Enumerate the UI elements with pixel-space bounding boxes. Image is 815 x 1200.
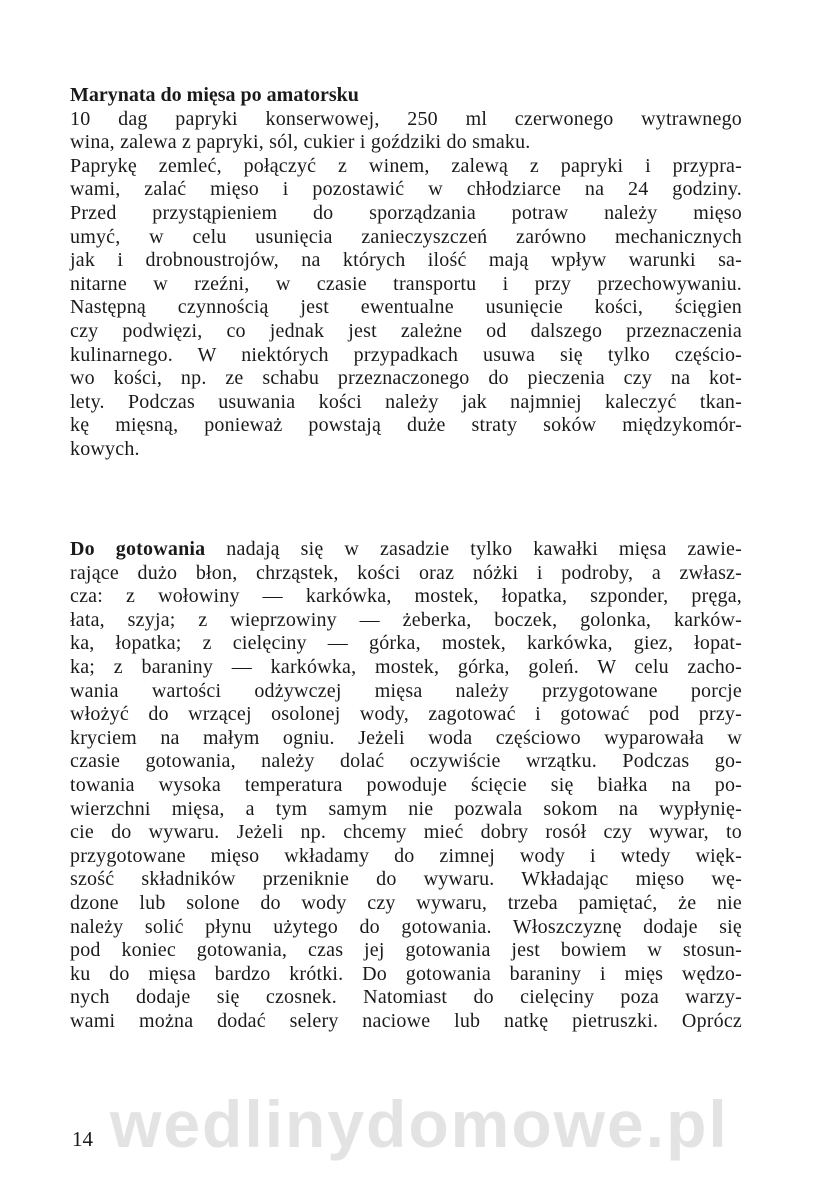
- paragraph-line: wo kości, np. ze schabu przeznaczonego do pieczenia czy na kot-: [70, 367, 742, 390]
- paragraph-line: umyć, w celu usunięcia zanieczyszczeń zarówno mechanicznych: [70, 225, 742, 248]
- page-number: 14: [72, 1127, 93, 1151]
- paragraph-line: kowych.: [70, 437, 140, 460]
- paragraph-line: cie do wywaru. Jeżeli np. chcemy mieć dobry rosół czy wywar, to: [70, 821, 742, 844]
- paragraph-line: wierzchni mięsa, a tym samym nie pozwala sokom na wypłynię-: [70, 797, 742, 820]
- paragraph-line: czasie gotowania, należy dolać oczywiście wrzątku. Podczas go-: [70, 750, 742, 773]
- paragraph-line: towania wysoka temperatura powoduje ścięcie się białka na po-: [70, 773, 742, 796]
- paragraph-line: Następną czynnością jest ewentualne usunięcie kości, ścięgien: [70, 296, 742, 319]
- paragraph-line: przygotowane mięso wkładamy do zimnej wody i wtedy więk-: [70, 844, 742, 867]
- paragraph-line: wami, zalać mięso i pozostawić w chłodziarce na 24 godziny.: [70, 178, 742, 201]
- paragraph-line: kę mięsną, ponieważ powstają duże straty soków międzykomór-: [70, 414, 742, 437]
- paragraph-line: kulinarnego. W niektórych przypadkach usuwa się tylko częścio-: [70, 343, 742, 366]
- paragraph-line: kryciem na małym ogniu. Jeżeli woda częściowo wyparowała w: [70, 726, 742, 749]
- boiling-section: [70, 538, 742, 1033]
- paragraph-first-line: [70, 538, 742, 562]
- paragraph-line: wami można dodać selery naciowe lub natkę pietruszki. Oprócz: [70, 1009, 742, 1032]
- paragraph-line: pod koniec gotowania, czas jej gotowania jest bowiem w stosun-: [70, 939, 742, 962]
- paragraph-line: wania wartości odżywczej mięsa należy przygotowane porcje: [70, 679, 742, 702]
- paragraph-line: włożyć do wrzącej osolonej wody, zagotować i gotować pod przy-: [70, 703, 742, 726]
- paragraph-line: wina, zalewa z papryki, sól, cukier i goździki do smaku.: [70, 131, 531, 154]
- paragraph-line: czy podwięzi, co jednak jest zależne od dalszego przeznaczenia: [70, 319, 742, 342]
- paragraph-line: ka, łopatka; z cielęciny — górka, mostek, karkówka, giez, łopat-: [70, 632, 742, 655]
- paragraph-line: ku do mięsa bardzo krótki. Do gotowania baraniny i mięs wędzo-: [70, 962, 742, 985]
- paragraph-line: nych dodaje się czosnek. Natomiast do cielęciny poza warzy-: [70, 986, 742, 1009]
- paragraph-line: nitarne w rzeźni, w czasie transportu i przy przechowywaniu.: [70, 272, 742, 295]
- paragraph-line: łata, szyja; z wieprzowiny — żeberka, boczek, golonka, karków-: [70, 608, 742, 631]
- paragraph-line: jak i drobnoustrojów, na których ilość mają wpływ warunki sa-: [70, 249, 742, 272]
- paragraph-line: Paprykę zemleć, połączyć z winem, zalewą z papryki i przypra-: [70, 154, 742, 177]
- paragraph-line: ka; z baraniny — karkówka, mostek, górka, goleń. W celu zacho-: [70, 655, 742, 678]
- first-line-rest: nadają się w zasadzie tylko kawałki mięsa zawie-: [205, 538, 742, 560]
- paragraph-line: szość składników przeniknie do wywaru. Wkładając mięso wę-: [70, 868, 742, 891]
- paragraph-line: 10 dag papryki konserwowej, 250 ml czerwonego wytrawnego: [70, 107, 742, 130]
- paragraph-line: lety. Podczas usuwania kości należy jak najmniej kaleczyć tkan-: [70, 390, 742, 413]
- lead-term: Do gotowania: [70, 538, 206, 560]
- paragraph-line: Przed przystąpieniem do sporządzania potraw należy mięso: [70, 201, 742, 224]
- marinade-section: [70, 84, 742, 462]
- paragraph-line: cza: z wołowiny — karkówka, mostek, łopatka, szponder, pręga,: [70, 585, 742, 608]
- paragraph-line: dzone lub solone do wody czy wywaru, trzeba pamiętać, że nie: [70, 891, 742, 914]
- watermark: wedlinydomowe.pl: [110, 1087, 729, 1161]
- paragraph-line: rające dużo błon, chrząstek, kości oraz nóżki i podroby, a zwłasz-: [70, 561, 742, 584]
- section-heading: Marynata do mięsa po amatorsku: [70, 84, 359, 106]
- paragraph-line: należy solić płynu użytego do gotowania. Włoszczyznę dodaje się: [70, 915, 742, 938]
